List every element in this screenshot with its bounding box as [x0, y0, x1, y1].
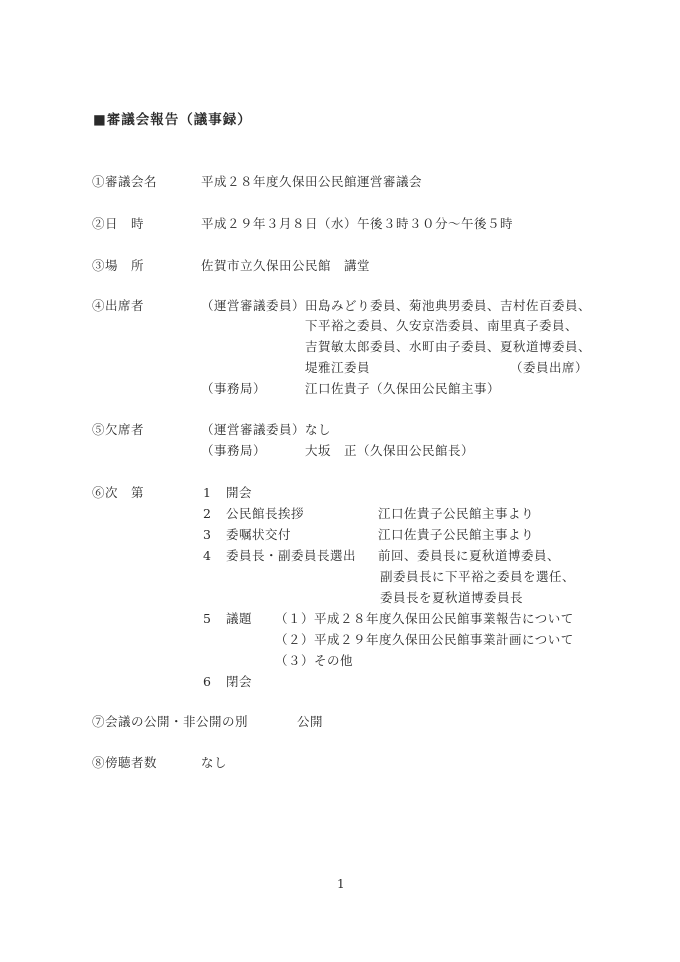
disclosure-value: 公開: [297, 714, 324, 729]
agenda-title: 閉会: [226, 674, 253, 689]
report-heading: ■審議会報告（議事録）: [93, 112, 252, 128]
agenda-detail: 江口佐貴子公民館主事より: [378, 527, 535, 542]
agenda-detail: （１）平成２８年度久保田公民館事業報告について: [275, 611, 574, 626]
agenda-number: 6: [203, 674, 212, 689]
agenda-number: 5: [203, 611, 212, 626]
place-label: ③場 所: [92, 258, 145, 273]
datetime-label: ②日 時: [92, 216, 145, 231]
agenda-detail: 委員長を夏秋道博委員長: [380, 590, 524, 605]
agenda-number: 4: [203, 548, 212, 563]
observers-value: なし: [201, 755, 228, 770]
absentees-label: ⑤欠席者: [92, 422, 145, 437]
agenda-label: ⑥次 第: [92, 485, 145, 500]
attendees-members-line: 下平裕之委員、久安京浩委員、南里真子委員、: [305, 318, 579, 333]
attendees-members-line: 吉賀敏太郎委員、水町由子委員、夏秋道博委員、: [305, 339, 592, 354]
absentees-office-value: 大坂 正（久保田公民館長）: [305, 443, 475, 458]
agenda-detail: （２）平成２９年度久保田公民館事業計画について: [275, 632, 574, 647]
observers-label: ⑧傍聴者数: [92, 755, 158, 770]
place-value: 佐賀市立久保田公民館 講堂: [201, 258, 371, 273]
absentees-office-heading: （事務局）: [201, 443, 267, 458]
disclosure-label: ⑦会議の公開・非公開の別: [92, 714, 249, 729]
attendees-label: ④出席者: [92, 298, 145, 313]
agenda-title: 公民館長挨拶: [226, 506, 305, 521]
absentees-members-value: なし: [305, 422, 332, 437]
absentees-members-heading: （運営審議委員）: [201, 422, 306, 437]
agenda-detail: （３）その他: [275, 653, 354, 668]
attendees-members-line: 堤雅江委員: [305, 360, 371, 375]
agenda-detail: 江口佐貴子公民館主事より: [378, 506, 535, 521]
agenda-detail: 副委員長に下平裕之委員を選任、: [380, 569, 576, 584]
attendees-members-line: 田島みどり委員、菊池典男委員、吉村佐百委員、: [305, 298, 592, 313]
agenda-number: 3: [203, 527, 212, 542]
datetime-value: 平成２９年３月８日（水）午後３時３０分～午後５時: [201, 216, 514, 231]
agenda-title: 委嘱状交付: [226, 527, 292, 542]
attendees-office-heading: （事務局）: [201, 381, 267, 396]
agenda-number: 1: [203, 485, 212, 500]
agenda-number: 2: [203, 506, 212, 521]
page-number: 1: [337, 877, 346, 891]
agenda-title: 開会: [226, 485, 253, 500]
meeting-name-value: 平成２８年度久保田公民館運営審議会: [201, 174, 423, 189]
meeting-name-label: ①審議会名: [92, 174, 158, 189]
attendees-office-value: 江口佐貴子（久保田公民館主事）: [305, 381, 501, 396]
agenda-title: 委員長・副委員長選出: [226, 548, 357, 563]
attendees-members-heading: （運営審議委員）: [201, 298, 306, 313]
agenda-title: 議題: [226, 611, 253, 626]
agenda-detail: 前回、委員長に夏秋道博委員、: [378, 548, 561, 563]
attendees-members-note: （委員出席）: [510, 360, 589, 375]
